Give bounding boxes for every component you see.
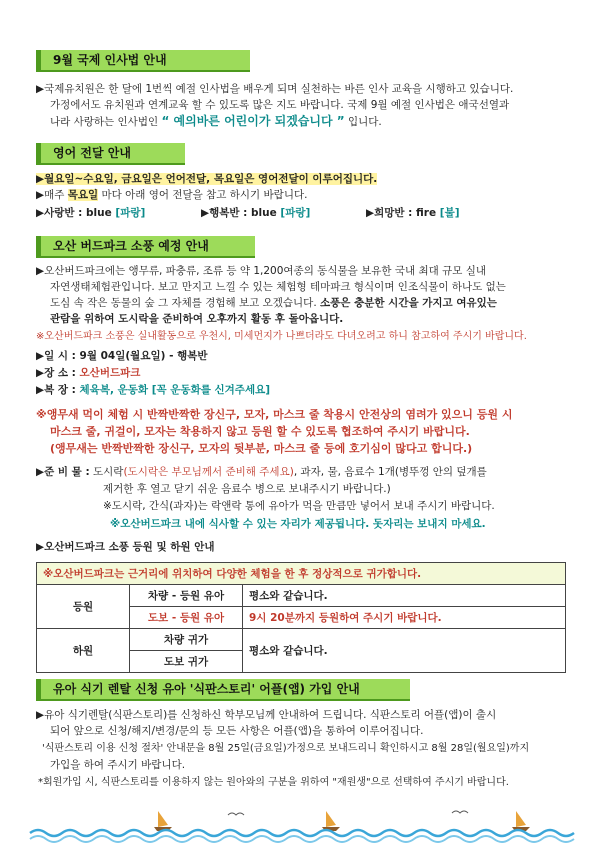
- wave-line-top: [30, 830, 574, 836]
- birdpark-warning-1: ※앵무새 먹이 체험 시 반짝반짝한 장신구, 모자, 마스크 줄 착용시 안전상의 염려가 있으니 등원 시: [36, 408, 513, 421]
- wave-line-bottom: [30, 836, 574, 842]
- birdpark-place: [36, 366, 570, 380]
- greeting-intro: 나라 사랑하는 인사법인: [50, 116, 159, 128]
- section-title-english-text: 영어 전달 안내: [53, 146, 131, 160]
- birdpark-place-label: ▶장 소 :: [36, 367, 76, 379]
- class-hope-word: ▶희망반 : fire: [366, 207, 437, 219]
- schedule-title: ▶오산버드파크 소풍 등원 및 하원 안내: [36, 541, 215, 553]
- class-hope-korean: [불]: [439, 207, 460, 219]
- schedule-banner: ※오산버드파크는 근거리에 위치하여 다양한 체험을 한 후 정상적으로 귀가합니다.: [37, 563, 566, 585]
- birdpark-dress: [36, 383, 570, 397]
- schedule-table: [36, 562, 566, 673]
- greeting-end: 입니다.: [347, 116, 382, 128]
- sailboat-icon: [154, 811, 172, 831]
- greeting-paragraph-2: 가정에서도 유치원과 연계교육 할 수 있도록 많은 지도 바랍니다. 국제 9월 예절 인사법은 애국선열과: [50, 99, 510, 111]
- prep-lunchbox: 도시락: [93, 466, 124, 478]
- class-love-korean: [파랑]: [115, 207, 146, 219]
- section-title-greeting: [36, 50, 250, 72]
- seagull-icon: [228, 813, 244, 815]
- tableware-paragraph-3: '식판스토리 이용 신청 절차' 안내문을 8월 25일(금요일)가정으로 보내드리니 확인하시고 8월 28일(월요일)까지: [42, 743, 530, 754]
- tableware-paragraph-1: ▶유아 식기렌탈(식판스토리)를 신청하신 학부모님께 안내하여 드립니다. 식판스토리 어플(앱)이 출시: [36, 709, 497, 721]
- birdpark-paragraph-4: 관람을 위하여 도시락을 준비하여 오후까지 활동 후 돌아옵니다.: [50, 313, 344, 325]
- greeting-phrase: “ 예의바른 어린이가 되겠습니다 ”: [161, 114, 345, 128]
- birdpark-paragraph-3: [50, 296, 570, 310]
- footer-wave-decoration: [0, 805, 600, 845]
- class-happy: [201, 206, 310, 220]
- birdpark-prep-4: ※오산버드파크 내에 식사할 수 있는 자리가 제공됩니다. 돗자리는 보내지 마세요.: [110, 518, 486, 530]
- prep-items: , 과자, 물, 음료수 1개(병뚜껑 안의 덮개를: [293, 466, 487, 478]
- birdpark-place-value: 오산버드파크: [79, 367, 141, 379]
- schedule-am-walk-note: 9시 20분까지 등원하여 주시기 바랍니다.: [243, 607, 566, 629]
- sailboat-icon: [322, 811, 340, 831]
- schedule-am-walk: 도보 - 등원 유아: [130, 607, 243, 629]
- schedule-pm-bus: 차량 귀가: [130, 629, 243, 651]
- section-title-english: [36, 143, 185, 165]
- seagull-icon: [452, 811, 468, 813]
- schedule-am-bus-note: 평소와 같습니다.: [243, 585, 566, 607]
- english-weekly-prefix: ▶매주: [36, 189, 65, 201]
- schedule-pm-label: 하원: [37, 629, 130, 673]
- greeting-paragraph-1: ▶국제유치원은 한 달에 1번씩 예절 인사법을 배우게 되며 실천하는 바른 인사 교육을 시행하고 있습니다.: [36, 83, 514, 95]
- section-title-birdpark-text: 오산 버드파크 소풍 예정 안내: [53, 239, 209, 253]
- birdpark-rain-note: ※오산버드파크 소풍은 실내활동으로 우천시, 미세먼지가 나쁘더라도 다녀오려고 하니 참고하여 주시기 바랍니다.: [36, 331, 527, 342]
- section-title-tableware: [36, 679, 410, 701]
- birdpark-prep-1: [36, 465, 570, 479]
- class-happy-korean: [파랑]: [280, 207, 311, 219]
- section-title-greeting-text: 9월 국제 인사법 안내: [53, 53, 167, 67]
- birdpark-p3-start: 도심 속 작은 동물의 숲 그 자체를 경험해 보고 오겠습니다.: [50, 297, 317, 309]
- section-title-tableware-text: 유아 식기 렌탈 신청 유아 '식판스토리' 어플(앱) 가입 안내: [53, 682, 360, 696]
- birdpark-paragraph-1: ▶오산버드파크에는 앵무류, 파충류, 조류 등 약 1,200여종의 동식물을 보유한 국내 최대 규모 실내: [36, 265, 487, 277]
- greeting-paragraph-3: [50, 114, 570, 129]
- tableware-paragraph-4: 가입을 하여 주시기 바랍니다.: [50, 759, 186, 771]
- birdpark-paragraph-2: 자연생태체험관입니다. 보고 만지고 느낄 수 있는 체험형 테마파크 형식이며 인조식물이 하나도 없는: [50, 281, 506, 293]
- class-happy-word: ▶행복반 : blue: [201, 207, 277, 219]
- birdpark-prep-3: ※도시락, 간식(과자)는 락앤락 통에 유아가 먹을 만큼만 넣어서 보내 주시기 바랍니다.: [103, 500, 495, 512]
- class-love-word: ▶사랑반 : blue: [36, 207, 112, 219]
- birdpark-dress-label: ▶복 장 :: [36, 384, 76, 396]
- schedule-pm-note: 평소와 같습니다.: [243, 629, 566, 673]
- english-schedule: ▶월요일~수요일, 금요일은 언어전달, 목요일은 영어전달이 이루어집니다.: [36, 173, 378, 185]
- english-weekly-suffix: 마다 아래 영어 전달을 참고 하시기 바랍니다.: [101, 189, 308, 201]
- tableware-paragraph-5: *회원가입 시, 식판스토리를 이용하지 않는 원아와의 구분을 위하여 "재원생"으로 선택하여 주시기 바랍니다.: [38, 777, 509, 788]
- birdpark-date: ▶일 시 : 9월 04일(월요일) - 행복반: [36, 350, 208, 362]
- birdpark-warning-3: (앵무새는 반짝반짝한 장신구, 모자의 뒷부분, 마스크 줄 등에 호기심이 많다고 합니다.): [50, 442, 473, 455]
- schedule-am-bus: 차량 - 등원 유아: [130, 585, 243, 607]
- birdpark-p3-bold: 소풍은 충분한 시간을 가지고 여유있는: [320, 297, 497, 309]
- birdpark-dress-value: 체육복, 운동화 [꼭 운동화를 신겨주세요]: [79, 384, 271, 396]
- tableware-paragraph-2: 되어 앞으로 신청/해지/변경/문의 등 모든 사항은 어플(앱)을 통하여 이루어집니다.: [50, 725, 424, 737]
- section-title-birdpark: [36, 236, 255, 258]
- sailboat-icon: [512, 811, 530, 831]
- english-line-2: [36, 188, 570, 202]
- schedule-am-label: 등원: [37, 585, 130, 629]
- schedule-pm-walk: 도보 귀가: [130, 651, 243, 673]
- english-thursday: 목요일: [67, 189, 99, 201]
- prep-label: ▶준 비 물 :: [36, 466, 90, 478]
- birdpark-prep-2: 제거한 후 열고 닫기 쉬운 음료수 병으로 보내주시기 바랍니다.): [103, 483, 391, 495]
- english-line-1: [36, 172, 570, 186]
- class-love: [36, 206, 145, 220]
- prep-lunchbox-note: (도시락은 부모님께서 준비해 주세요): [123, 466, 294, 478]
- class-hope: [366, 206, 460, 220]
- birdpark-warning-2: 마스크 줄, 귀걸이, 모자는 착용하지 않고 등원 할 수 있도록 협조하여 주시기 바랍니다.: [50, 425, 470, 438]
